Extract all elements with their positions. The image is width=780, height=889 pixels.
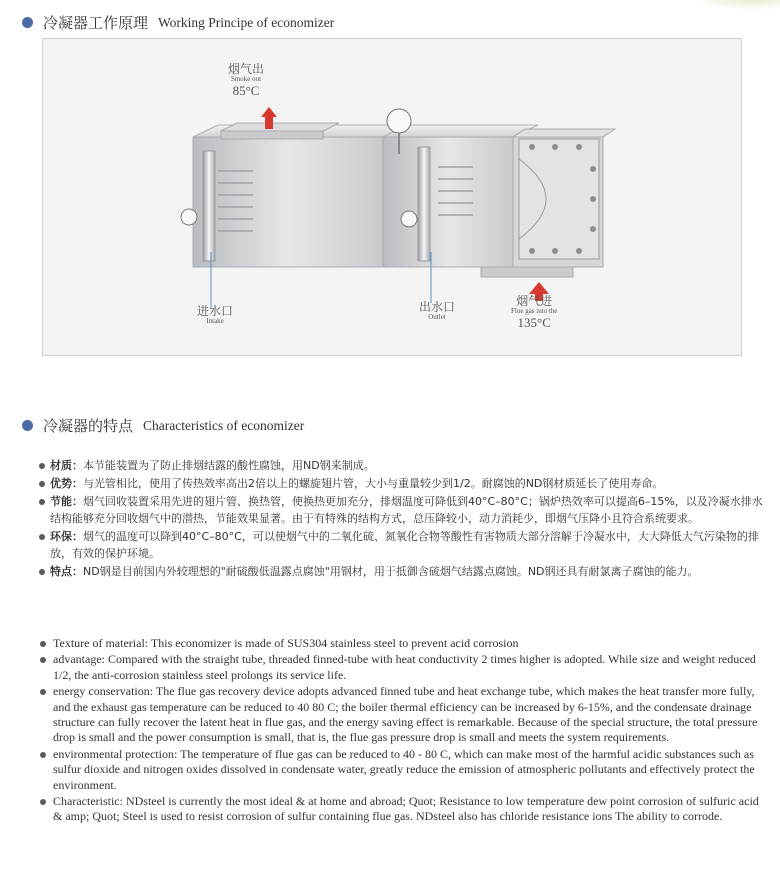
feature-label: Texture of material: [53,636,149,650]
bullet-dot-icon [22,17,33,28]
list-item [37,528,767,562]
features-cn-list [37,457,767,581]
outlet-en: Outlet [428,313,446,322]
feature-label: 特点： [50,565,83,578]
list-item [37,457,767,474]
feature-text: 与光管相比，使用了传热效率高出2倍以上的螺旋翅片管，大小与重量较少到1/2。耐腐蚀的ND钢材质延长了使用寿命。 [83,477,664,490]
feature-label: advantage: [53,652,105,667]
section-title-cn: 冷凝器工作原理 [43,14,149,32]
smoke-out-label [228,63,264,98]
features-en-list [38,636,760,826]
flue-in-temp: 135°C [517,314,551,330]
flue-in-cn: 烟气进 [516,294,553,308]
feature-label: Characteristic: [53,794,123,809]
economizer-diagram [42,38,742,356]
feature-text: The flue gas recovery device adopts advanced finned tube and heat exchange tube, which makes the heat transfer more fully, and the exhaust gas temperature can be reduced to 40 80 C; the boiler thermal efficiency can be increased by 6-15%, and the condensate drainage structure can fully recover the latent heat in flue gas, and the energy saving effect is remarkable. Because of the special structure, the total pressure drop is small and the power consumption is small, that is, the flue gas pressure drop is small and meets the system requirements. [53,684,758,745]
list-item [38,652,760,683]
bullet-dot-icon [22,420,33,431]
list-item [37,493,767,527]
list-item [38,794,760,825]
feature-label: 材质： [50,459,83,472]
feature-text: 烟气回收装置采用先进的翅片管、换热管，使换热更加充分，排烟温度可降低到40°C–80°C；锅炉热效率可以提高6–15%，以及冷凝水排水结构能够充分回收烟气中的潜热，节能效果显著。由于有特殊的结构方式，总压降较小，动力消耗少，即烟气压降小且符合系统要求。 [50,495,763,525]
intake-label [197,305,233,326]
feature-label: energy conservation: [53,684,154,699]
section-title-en: Working Principe of economizer [158,14,335,30]
section-title-working-principle [22,12,334,33]
smoke-out-en: Smoke out [230,75,262,84]
feature-label: 环保： [50,530,83,543]
flue-in-en: Flue gas into the [511,307,558,316]
feature-text: The temperature of flue gas can be reduced to 40 - 80 C, which can make most of the harmful acidic substances such as sulfur dioxide and nitrogen oxides dissolved in condensate water, greatly reduce the emission of atmospheric pollutants and effectively protect the environment. [53,746,755,792]
feature-label: 节能： [50,495,83,508]
section-title-characteristics [22,415,304,436]
outlet-cn: 出水口 [419,300,456,314]
section-title-cn: 冷凝器的特点 [43,417,134,435]
list-item [38,684,760,746]
smoke-out-cn: 烟气出 [228,62,265,76]
list-item [37,563,767,580]
list-item [38,747,760,793]
economizer-illustration [43,39,741,355]
section-title-en: Characteristics of economizer [143,417,305,433]
feature-label: 优势： [50,477,83,490]
flue-in-label [511,295,557,330]
feature-text: Compared with the straight tube, threaded finned-tube with heat conductivity 2 times higher is adopted. While size and weight reduced 1/2, the anti-corrosion stainless steel prolongs its service life. [53,652,756,682]
feature-text: This economizer is made of SUS304 stainless steel to prevent acid corrosion [150,636,519,650]
feature-label: environmental protection: [53,746,178,761]
outlet-label [419,301,455,322]
list-item [38,636,760,651]
feature-text: 烟气的温度可以降到40°C–80°C，可以使烟气中的二氧化硫、氮氧化合物等酸性有害物质大部分溶解于冷凝水中，大大降低大气污染物的排放，有效的保护环境。 [50,530,759,560]
intake-cn: 进水口 [197,304,234,318]
corner-decoration [690,0,780,10]
feature-text: 本节能装置为了防止排烟结露的酸性腐蚀，用ND钢来制成。 [83,459,375,472]
list-item [37,475,767,492]
smoke-out-temp: 85°C [232,82,260,98]
feature-text: NDsteel is currently the most ideal & at home and abroad; Quot; Resistance to low temperature dew point corrosion of sulfuric acid & amp; Quot; Steel is used to resist corrosion of sulfur containing flue gas. NDsteel also has chloride resistance ions The ability to corrode. [53,794,759,824]
intake-en: Intake [206,317,224,326]
feature-text: ND钢是目前国内外较理想的"耐硫酸低温露点腐蚀"用钢材，用于抵御含硫烟气结露点腐蚀。ND钢还具有耐氯离子腐蚀的能力。 [83,565,699,578]
